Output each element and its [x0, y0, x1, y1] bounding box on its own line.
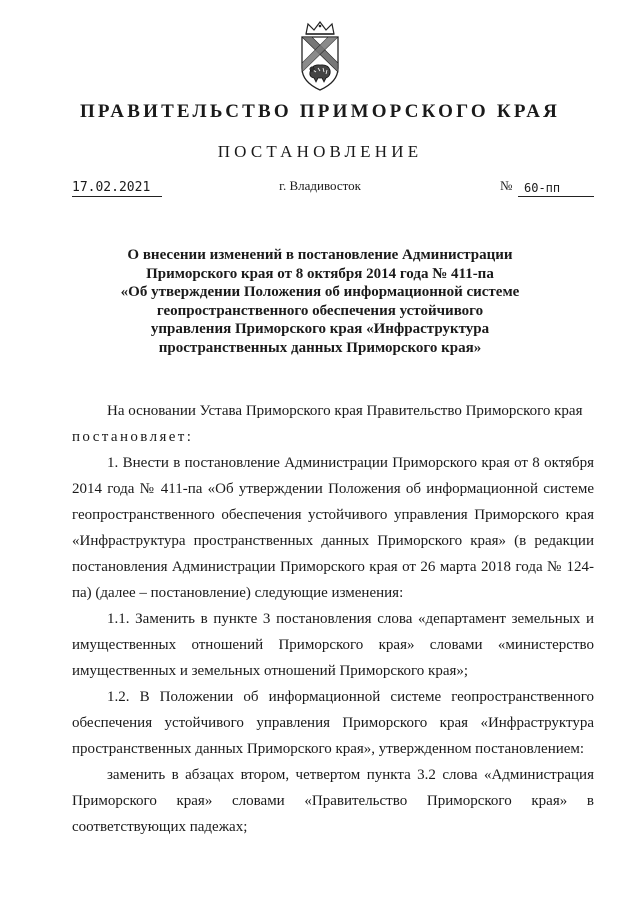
government-title: ПРАВИТЕЛЬСТВО ПРИМОРСКОГО КРАЯ	[79, 101, 561, 122]
document-heading	[90, 246, 550, 357]
document-date: 17.02.2021	[72, 180, 162, 197]
document-meta	[0, 178, 640, 198]
coat-of-arms-icon	[298, 20, 342, 92]
body-paragraph: 1.1. Заменить в пункте 3 постановления слова «департамент земельных и имущественных отношений Приморского края» словами «министерство имущественных и земельных отношений Приморского края»;	[72, 611, 594, 679]
body-paragraph: На основании Устава Приморского края Правительство Приморского края	[107, 403, 583, 419]
heading-line: управления Приморского края «Инфраструктура	[150, 321, 490, 337]
document-number: 60-пп	[518, 181, 594, 197]
number-label: №	[500, 178, 513, 193]
document-body	[72, 398, 594, 840]
document-type: ПОСТАНОВЛЕНИЕ	[217, 142, 423, 161]
heading-line: пространственных данных Приморского края»	[158, 339, 482, 356]
body-paragraph-resolves: постановляет:	[72, 429, 194, 445]
body-paragraph: 1.2. В Положении об информационной системе геопространственного обеспечения устойчивого управления Приморского края «Инфраструктура пространственных данных Приморского края», утвержденном постановлением:	[72, 689, 594, 757]
body-paragraph: 1. Внести в постановление Администрации Приморского края от 8 октября 2014 года № 411-па «Об утверждении Положения об информационной системе геопространственного обеспечения устойчивого управления Приморского края «Инфраструктура пространственных данных Приморского края» (в редакции постановления Администрации Приморского края от 26 марта 2018 года № 124-па) (далее – постановление) следующие изменения:	[72, 455, 594, 601]
document-city: г. Владивосток	[279, 178, 361, 193]
heading-line: геопространственного обеспечения устойчивого	[156, 302, 484, 319]
body-paragraph: заменить в абзацах втором, четвертом пункта 3.2 слова «Администрация Приморского края» словами «Правительство Приморского края» в соответствующих падежах;	[72, 767, 594, 835]
heading-line: Приморского края от 8 октября 2014 года № 411-па	[146, 265, 494, 282]
heading-line: О внесении изменений в постановление Администрации	[127, 247, 513, 263]
heading-line: «Об утверждении Положения об информационной системе	[120, 284, 520, 300]
